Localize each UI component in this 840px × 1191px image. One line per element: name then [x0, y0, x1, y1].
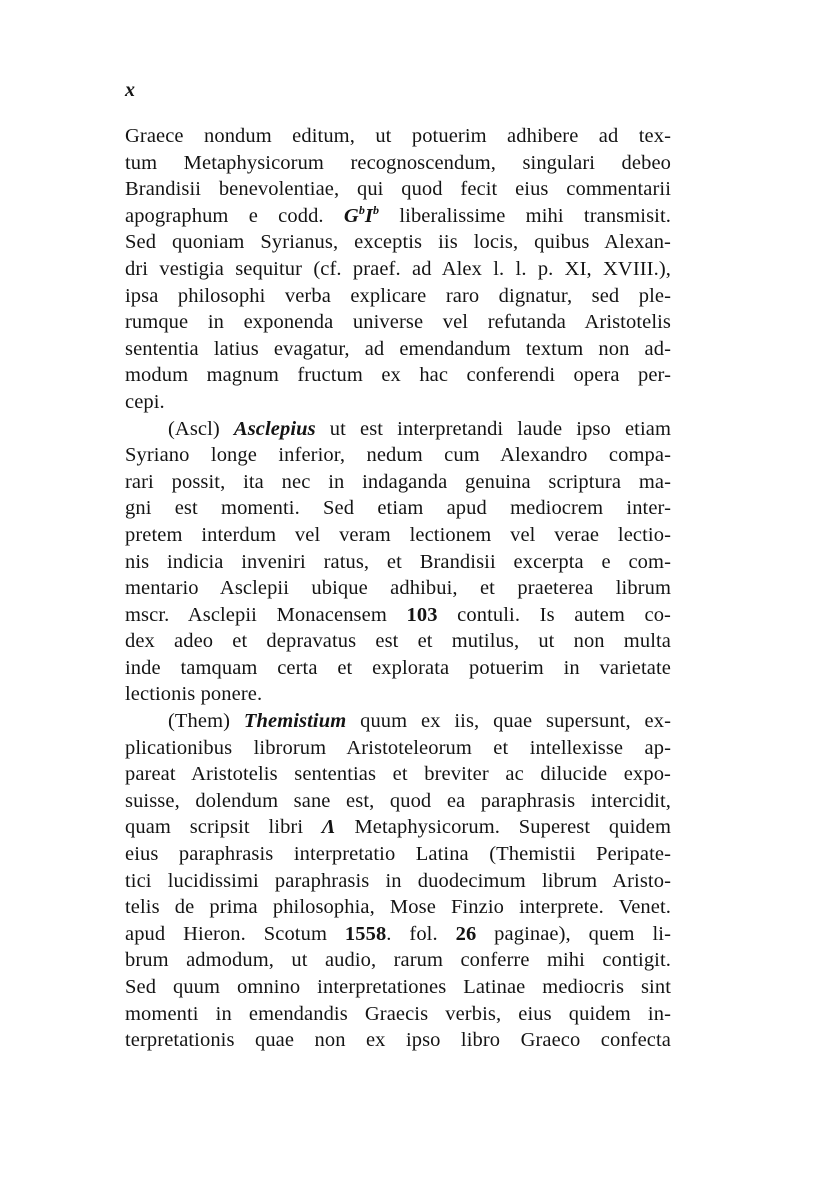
text-line: [125, 442, 671, 469]
text-line: [125, 841, 671, 868]
text-run: sententia latius evagatur, ad emendandum textum non ad-: [125, 337, 671, 360]
text-line: [125, 947, 671, 974]
text-italic: Asclepius: [233, 417, 316, 440]
text-line: [125, 229, 671, 256]
text-run: (Them): [168, 710, 244, 733]
text-run: plicationibus librorum Aristoteleorum et intellexisse ap-: [125, 736, 671, 759]
text-line: [125, 469, 671, 496]
text-line: [125, 1027, 671, 1054]
text-run: tum Metaphysicorum recognoscendum, singulari debeo: [125, 151, 671, 174]
text-run: lectionis ponere.: [125, 683, 263, 706]
text-run: paginae), quem li-: [476, 922, 671, 945]
text-run: . fol.: [386, 922, 456, 945]
text-line: [125, 921, 671, 948]
text-line: [125, 708, 671, 735]
text-run: rari possit, ita nec in indaganda genuina scriptura ma-: [125, 470, 671, 493]
text-line: [125, 1001, 671, 1028]
text-line: [125, 283, 671, 310]
text-run: suisse, dolendum sane est, quod ea paraphrasis intercidit,: [125, 789, 671, 812]
text-run: dex adeo et depravatus est et mutilus, ut non multa: [125, 630, 671, 653]
text-run: pretem interdum vel veram lectionem vel verae lectio-: [125, 523, 671, 546]
text-line: [125, 549, 671, 576]
text-line: [125, 362, 671, 389]
text-line: [125, 416, 671, 443]
text-line: [125, 868, 671, 895]
text-line: [125, 814, 671, 841]
text-line: [125, 735, 671, 762]
text-run: modum magnum fructum ex hac conferendi opera per-: [125, 364, 671, 387]
text-run: contuli. Is autem co-: [437, 603, 671, 626]
text-run: tici lucidissimi paraphrasis in duodecimum librum Aristo-: [125, 869, 671, 892]
text-sup: b: [358, 202, 365, 217]
text-run: mentario Asclepii ubique adhibui, et praeterea librum: [125, 577, 671, 600]
text-italic: Λ: [321, 816, 336, 839]
text-run: quam scripsit libri: [125, 816, 322, 839]
text-run: pareat Aristotelis sententias et breviter ac dilucide expo-: [125, 763, 671, 786]
text-run: apud Hieron. Scotum: [125, 922, 345, 945]
text-run: eius paraphrasis interpretatio Latina (Themistii Peripate-: [125, 843, 671, 866]
page-number: x: [125, 79, 135, 101]
text-line: [125, 522, 671, 549]
text-run: ut est interpretandi laude ipso etiam: [315, 417, 671, 440]
text-run: Sed quoniam Syrianus, exceptis iis locis, quibus Alexan-: [125, 231, 671, 254]
text-bold: 1558: [344, 922, 387, 945]
text-line: [125, 761, 671, 788]
text-line: [125, 655, 671, 682]
text-run: Syriano longe inferior, nedum cum Alexandro compa-: [125, 444, 671, 467]
text-run: dri vestigia sequitur (cf. praef. ad Alex l. l. p. XI, XVIII.),: [125, 257, 671, 280]
text-line: [125, 575, 671, 602]
text-run: cepi.: [125, 390, 165, 413]
text-line: [125, 123, 671, 150]
text-line: [125, 602, 671, 629]
text-italic: G: [343, 204, 359, 227]
text-run: gni est momenti. Sed etiam apud mediocrem inter-: [125, 497, 671, 520]
text-run: nis indicia inveniri ratus, et Brandisii excerpta e com-: [125, 550, 671, 573]
text-line: [125, 203, 671, 230]
text-line: [125, 974, 671, 1001]
body-text: [125, 123, 671, 1054]
text-run: momenti in emendandis Graecis verbis, eius quidem in-: [125, 1002, 671, 1025]
text-line: [125, 256, 671, 283]
text-line: [125, 894, 671, 921]
text-bold: 103: [406, 603, 438, 626]
text-run: Brandisii benevolentiae, qui quod fecit eius commentarii: [125, 178, 671, 201]
text-run: inde tamquam certa et explorata potuerim in varietate: [125, 656, 671, 679]
text-line: [125, 176, 671, 203]
text-run: rumque in exponenda universe vel refutanda Aristotelis: [125, 311, 671, 334]
text-run: apographum e codd.: [125, 204, 344, 227]
text-run: terpretationis quae non ex ipso libro Graeco confecta: [125, 1029, 671, 1052]
text-line: [125, 150, 671, 177]
text-line: [125, 628, 671, 655]
text-italic: Themistium: [243, 710, 347, 733]
text-run: Metaphysicorum. Superest quidem: [335, 816, 671, 839]
text-line: [125, 495, 671, 522]
text-sup: b: [373, 202, 380, 217]
text-line: [125, 336, 671, 363]
text-run: quum ex iis, quae supersunt, ex-: [346, 710, 671, 733]
text-run: (Ascl): [168, 417, 234, 440]
text-run: liberalissime mihi transmisit.: [379, 204, 671, 227]
text-run: brum admodum, ut audio, rarum conferre mihi contigit.: [125, 949, 671, 972]
text-run: telis de prima philosophia, Mose Finzio interprete. Venet.: [125, 896, 671, 919]
text-line: [125, 681, 671, 708]
text-run: ipsa philosophi verba explicare raro dignatur, sed ple-: [125, 284, 671, 307]
text-bold: 26: [455, 922, 477, 945]
text-run: Graece nondum editum, ut potuerim adhibere ad tex-: [125, 125, 671, 147]
text-line: [125, 788, 671, 815]
text-line: [125, 389, 671, 416]
text-run: mscr. Asclepii Monacensem: [125, 603, 407, 626]
text-italic: I: [364, 204, 373, 227]
text-run: Sed quum omnino interpretationes Latinae mediocris sint: [125, 976, 671, 998]
text-line: [125, 309, 671, 336]
